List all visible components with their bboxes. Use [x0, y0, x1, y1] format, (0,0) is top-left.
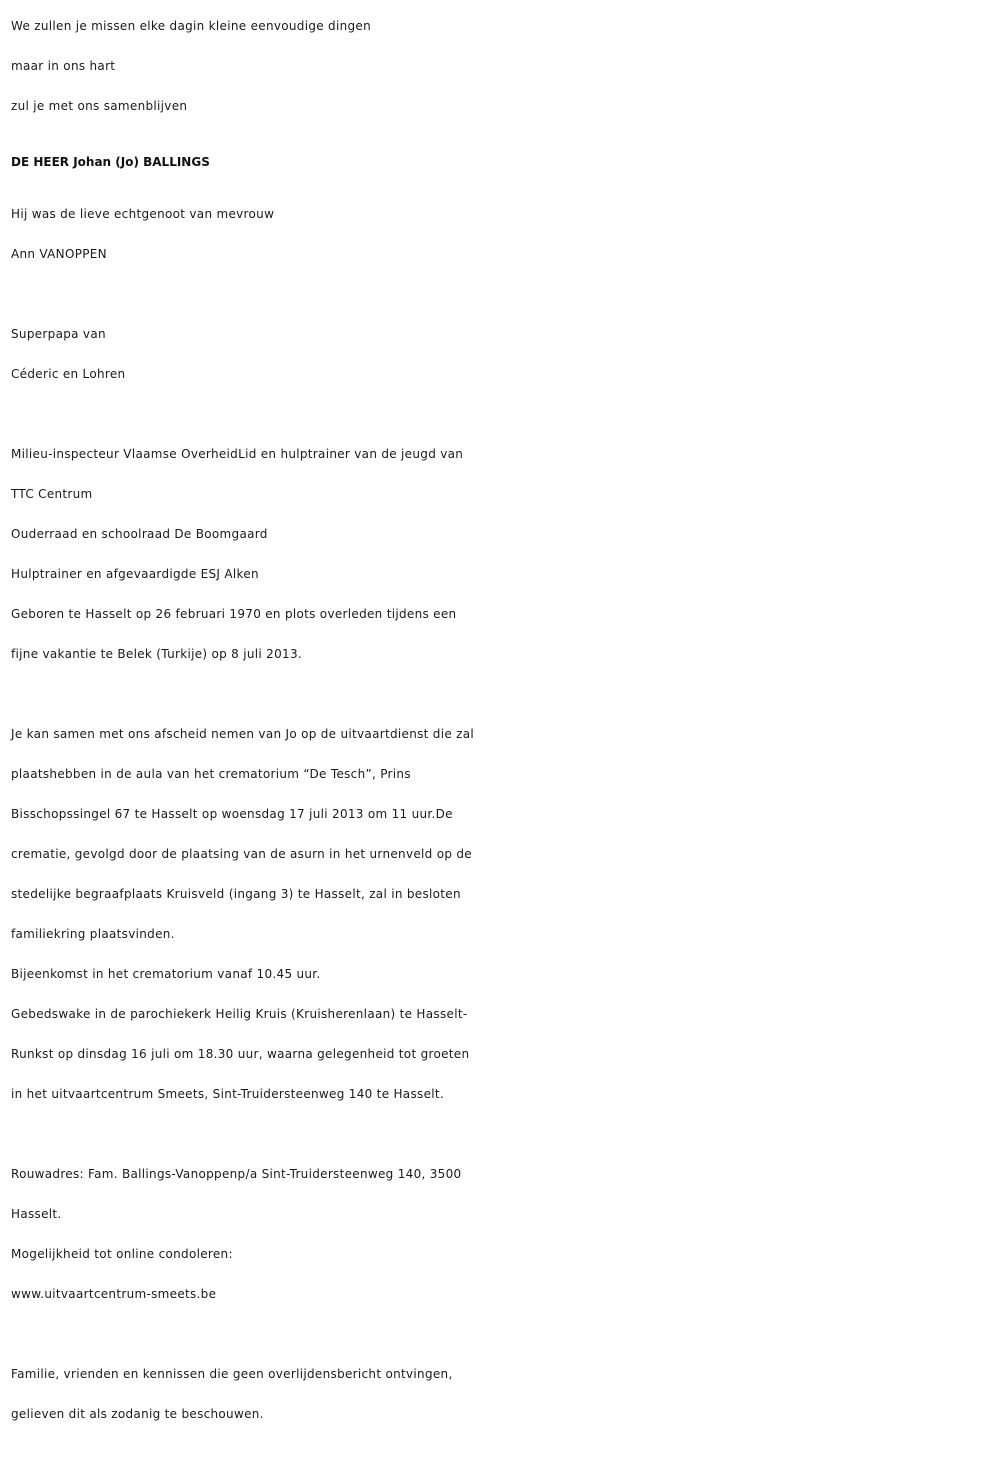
spacer — [11, 674, 991, 714]
life-line: Milieu-inspecteur Vlaamse OverheidLid en hulptrainer van de jeugd van — [11, 447, 464, 462]
spouse-block — [11, 194, 991, 274]
address-line: Rouwadres: Fam. Ballings-Vanoppenp/a Sint-Truidersteenweg 140, 3500 — [11, 1167, 462, 1182]
funeral-line: in het uitvaartcentrum Smeets, Sint-Truidersteenweg 140 te Hasselt. — [11, 1087, 445, 1102]
funeral-line: plaatshebben in de aula van het crematorium “De Tesch”, Prins — [11, 767, 411, 782]
funeral-line: Bijeenkomst in het crematorium vanaf 10.45 uur. — [11, 967, 321, 982]
spacer — [11, 394, 991, 434]
address-line: Hasselt. — [11, 1207, 62, 1222]
condolence-website: www.uitvaartcentrum-smeets.be — [11, 1287, 217, 1302]
life-line: TTC Centrum — [11, 487, 93, 502]
children-line: Superpapa van — [11, 327, 106, 342]
life-line: Ouderraad en schoolraad De Boomgaard — [11, 527, 268, 542]
funeral-line: Je kan samen met ons afscheid nemen van Jo op de uitvaartdienst die zal — [11, 727, 475, 742]
funeral-line: Bisschopssingel 67 te Hasselt op woensdag 17 juli 2013 om 11 uur.De — [11, 807, 453, 822]
life-line: Hulptrainer en afgevaardigde ESJ Alken — [11, 567, 259, 582]
poem-block — [11, 6, 991, 126]
condolence-line: Mogelijkheid tot online condoleren: — [11, 1247, 233, 1262]
poem-line: maar in ons hart — [11, 59, 116, 73]
children-block — [11, 314, 991, 394]
poem-line: We zullen je missen elke dagin kleine eenvoudige dingen — [11, 19, 372, 33]
deceased-name-heading: DE HEER Johan (Jo) BALLINGS — [11, 155, 210, 169]
life-line: fijne vakantie te Belek (Turkije) op 8 juli 2013. — [11, 647, 303, 662]
spouse-name: Ann VANOPPEN — [11, 247, 107, 262]
funeral-line: familiekring plaatsvinden. — [11, 927, 175, 942]
funeral-line: crematie, gevolgd door de plaatsing van de asurn in het urnenveld op de — [11, 847, 472, 862]
funeral-line: Gebedswake in de parochiekerk Heilig Kruis (Kruisherenlaan) te Hasselt- — [11, 1007, 468, 1022]
funeral-line: Runkst op dinsdag 16 juli om 18.30 uur, waarna gelegenheid tot groeten — [11, 1047, 470, 1062]
funeral-block — [11, 714, 991, 1114]
address-block — [11, 1154, 991, 1314]
obituary-document — [11, 6, 991, 1434]
spacer — [11, 274, 991, 314]
poem-line: zul je met ons samenblijven — [11, 99, 188, 113]
closing-block — [11, 1354, 991, 1434]
closing-line: Familie, vrienden en kennissen die geen overlijdensbericht ontvingen, — [11, 1367, 453, 1382]
life-line: Geboren te Hasselt op 26 februari 1970 en plots overleden tijdens een — [11, 607, 457, 622]
funeral-line: stedelijke begraafplaats Kruisveld (ingang 3) te Hasselt, zal in besloten — [11, 887, 461, 902]
children-names: Céderic en Lohren — [11, 367, 126, 382]
life-block — [11, 434, 991, 674]
spacer — [11, 1114, 991, 1154]
spacer — [11, 1314, 991, 1354]
closing-line: gelieven dit als zodanig te beschouwen. — [11, 1407, 264, 1422]
spouse-line: Hij was de lieve echtgenoot van mevrouw — [11, 207, 275, 222]
